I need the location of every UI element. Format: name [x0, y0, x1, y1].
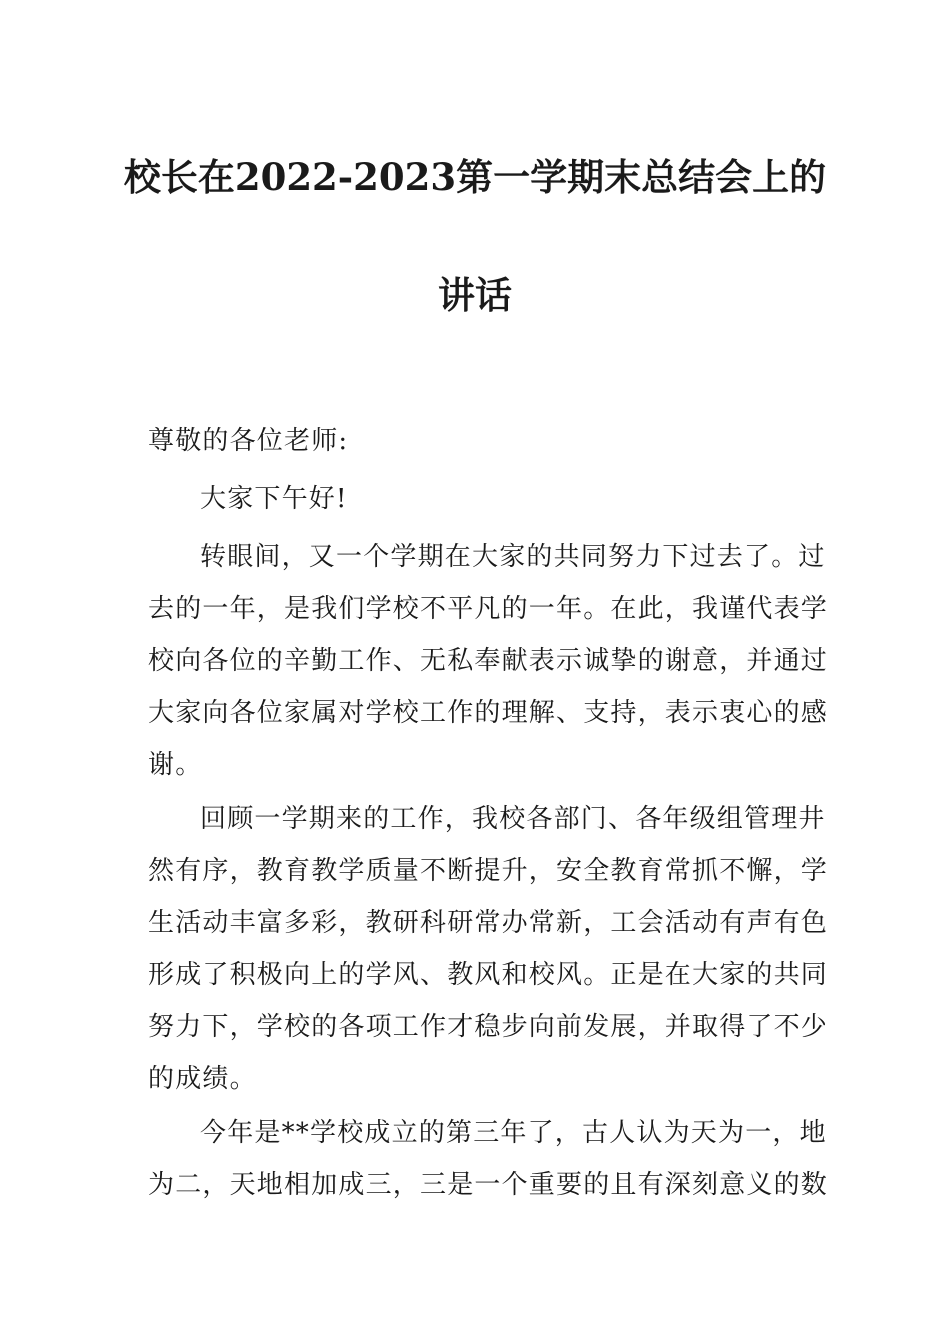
paragraph-line: 去的一年，是我们学校不平凡的一年。在此，我谨代表学 [148, 594, 829, 624]
document-title-line-1: 校长在2022-2023第一学期末总结会上的 [123, 155, 827, 199]
paragraph-line: 大家向各位家属对学校工作的理解、支持，表示衷心的感 [148, 698, 829, 728]
paragraph-2 [148, 793, 829, 1105]
paragraph-3 [148, 1107, 829, 1211]
paragraph-line: 谢。 [148, 750, 203, 780]
greeting [148, 473, 808, 525]
paragraph-line: 转眼间，又一个学期在大家的共同努力下过去了。过 [200, 542, 826, 572]
document-title-line-2: 讲话 [438, 273, 512, 317]
paragraph-line: 然有序，教育教学质量不断提升，安全教育常抓不懈，学 [148, 856, 829, 886]
paragraph-line: 回顾一学期来的工作，我校各部门、各年级组管理井 [200, 804, 826, 834]
paragraph-line: 今年是**学校成立的第三年了，古人认为天为一，地 [200, 1118, 827, 1148]
paragraph-line: 为二，天地相加成三，三是一个重要的且有深刻意义的数 [148, 1170, 829, 1200]
salutation-text: 尊敬的各位老师: [148, 426, 349, 456]
greeting-text: 大家下午好! [200, 484, 348, 514]
paragraph-1 [148, 531, 829, 791]
salutation [148, 415, 808, 467]
paragraph-line: 校向各位的辛勤工作、无私奉献表示诚挚的谢意，并通过 [148, 646, 829, 676]
paragraph-line: 的成绩。 [148, 1064, 257, 1094]
paragraph-line: 生活动丰富多彩，教研科研常办常新，工会活动有声有色 [148, 908, 829, 938]
paragraph-line: 形成了积极向上的学风、教风和校风。正是在大家的共同 [148, 960, 829, 990]
paragraph-line: 努力下，学校的各项工作才稳步向前发展，并取得了不少 [148, 1012, 829, 1042]
